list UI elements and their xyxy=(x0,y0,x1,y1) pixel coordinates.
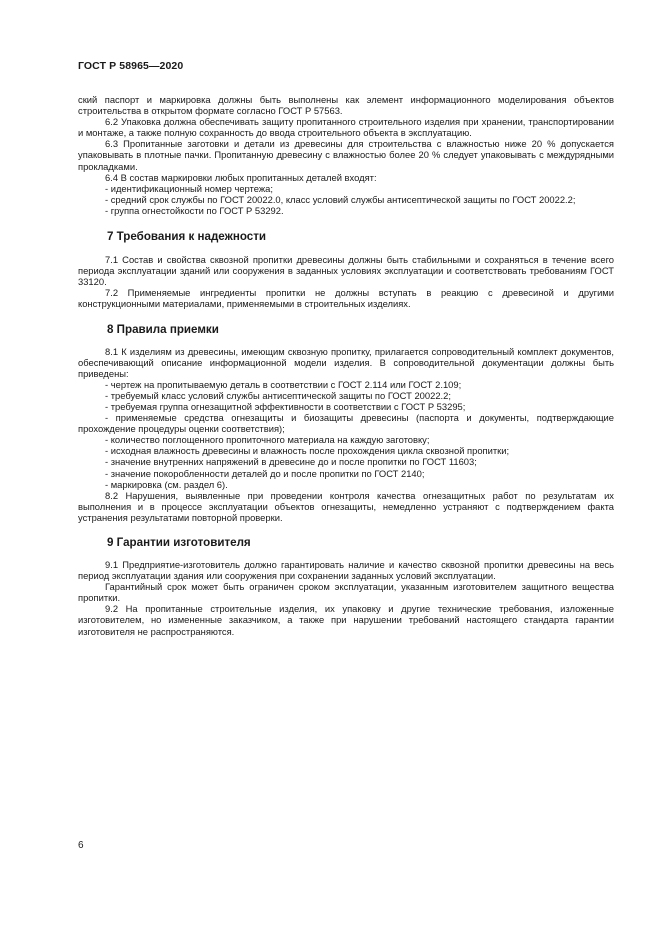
paragraph: 9.2 На пропитанные строительные изделия, их упаковку и другие технические требования, изложенные изготовителем, но измененные заказчиком, а также при нарушении требований настоящего стандарта гарантии изготовителя не распространяются. xyxy=(78,603,614,637)
section8-body xyxy=(78,346,614,524)
paragraph: 6.4 В состав маркировки любых пропитанных деталей входят: xyxy=(105,171,377,183)
paragraph: 6.3 Пропитанные заготовки и детали из древесины для строительства с влажностью ниже 20 % допускается упаковывать в плотные пачки. Пропитанную древесину с влажностью более 20 % следует упаковывать с междурядными прокладками. xyxy=(78,138,614,172)
list-item: - значение покоробленности деталей до и после пропитки по ГОСТ 2140; xyxy=(105,467,425,479)
list-item: - применяемые средства огнезащиты и биозащиты древесины (паспорта и документы, подтверждающие прохождение процедуры оценки соответствия); xyxy=(78,412,614,435)
section-heading: 8 Правила приемки xyxy=(107,322,219,336)
list-item: - требуемый класс условий службы антисептической защиты по ГОСТ 20022.2; xyxy=(105,389,451,401)
paragraph: 8.2 Нарушения, выявленные при проведении контроля качества огнезащитных работ по результатам их выполнения и в процессе эксплуатации объектов огнезащиты, немедленно устраняют с подтверждением факта устранения результатами повторной проверки. xyxy=(78,489,614,523)
paragraph: 7.2 Применяемые ингредиенты пропитки не должны вступать в реакцию с древесиной и другими конструкционными материалами, применяемыми в строительных изделиях. xyxy=(78,287,614,310)
running-header: ГОСТ Р 58965—2020 xyxy=(78,60,184,72)
paragraph: 9.1 Предприятие-изготовитель должно гарантировать наличие и качество сквозной пропитки древесины на весь период эксплуатации здания или сооружения при сохранении заданных условий эксплуатации. xyxy=(78,559,614,582)
section-heading: 7 Требования к надежности xyxy=(107,230,267,244)
page-number: 6 xyxy=(78,840,84,851)
document-body xyxy=(78,94,614,637)
list-item: - исходная влажность древесины и влажность после прохождения цикла сквозной пропитки; xyxy=(105,445,510,457)
paragraph: ский паспорт и маркировка должны быть выполнены как элемент информационного моделирования объектов строительства в открытом формате согласно ГОСТ Р 57563. xyxy=(78,94,614,117)
paragraph: Гарантийный срок может быть ограничен сроком эксплуатации, указанным изготовителем защитного вещества пропитки. xyxy=(78,581,614,604)
section9-body xyxy=(78,559,614,637)
paragraph: 8.1 К изделиям из древесины, имеющим сквозную пропитку, прилагается сопроводительный комплект документов, обеспечивающий описание информационной модели изделия. В сопроводительной документации должны быть приведены: xyxy=(78,345,614,379)
section-heading: 9 Гарантии изготовителя xyxy=(107,536,251,549)
list-item: - маркировка (см. раздел 6). xyxy=(105,478,228,490)
paragraph: 6.2 Упаковка должна обеспечивать защиту пропитанного строительного изделия при хранении, транспортировании и монтаже, а также полную сохранность до ввода строительного объекта в эксплуатацию. xyxy=(78,116,614,139)
list-item: - группа огнестойкости по ГОСТ Р 53292. xyxy=(105,204,284,216)
list-item: - чертеж на пропитываемую деталь в соответствии с ГОСТ 2.114 или ГОСТ 2.109; xyxy=(105,378,462,390)
list-item: - количество поглощенного пропиточного материала на каждую заготовку; xyxy=(105,434,430,446)
section7-body xyxy=(78,254,614,309)
list-item: - требуемая группа огнезащитной эффективности в соответствии с ГОСТ Р 53295; xyxy=(105,400,466,412)
list-item: - идентификационный номер чертежа; xyxy=(105,182,273,194)
section6-continuation xyxy=(78,94,614,216)
paragraph: 7.1 Состав и свойства сквозной пропитки древесины должны быть стабильными и сохраняться в течение всего периода эксплуатации зданий или сооружения в заданных условиях эксплуатации и соответствовать требованиям ГОСТ 33120. xyxy=(78,254,614,288)
list-item: - значение внутренних напряжений в древесине до и после пропитки по ГОСТ 11603; xyxy=(105,456,477,468)
list-item: - средний срок службы по ГОСТ 20022.0, класс условий службы антисептической защиты по ГОСТ 20022.2; xyxy=(105,193,576,205)
